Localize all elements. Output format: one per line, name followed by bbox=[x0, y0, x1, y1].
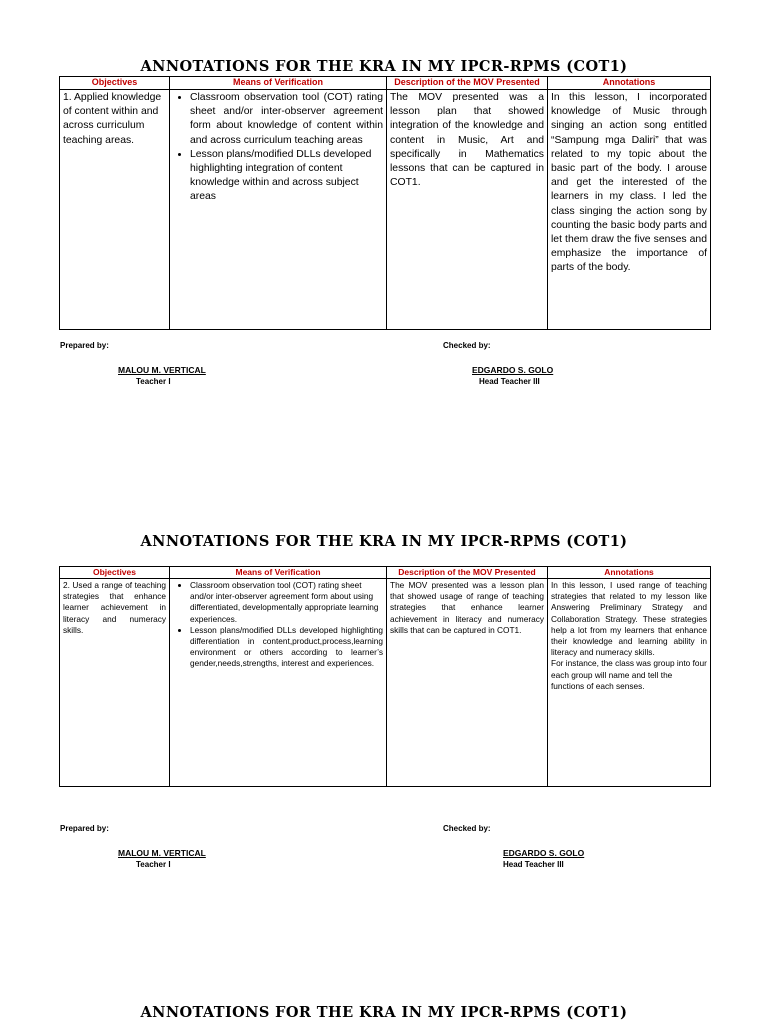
prepared-by-label: Prepared by: bbox=[60, 341, 109, 350]
objective-cell: 1. Applied knowledge of content within and across curriculum teaching areas. bbox=[60, 90, 170, 330]
prepared-by-label: Prepared by: bbox=[60, 824, 109, 833]
annotation-cell: In this lesson, I incorporated knowledge of Music through singing an action song entitled “Sampung mga Daliri” that was related to my topic about the basic part of the body. I arouse and get the interested of the learners in my class. I led the class singing the action song by counting the basic body parts and let them draw the five senses and emphasize the importance of parts of the body. bbox=[548, 90, 711, 330]
means-item: • Classroom observation tool (COT) rating sheet and/or inter-observer agreement form about knowledge of content within and across curriculum teaching areas bbox=[190, 91, 383, 148]
means-item: • Classroom observation tool (COT) rating sheet and/or inter-observer agreement form about using differentiated, developmentally appropriate learning experiences. bbox=[190, 580, 383, 625]
description-cell: The MOV presented was a lesson plan that showed usage of range of teaching strategies that enhance learner achievement in literacy and numeracy skills that can be captured in COT1. bbox=[387, 579, 548, 787]
means-item: • Lesson plans/modified DLLs developed highlighting differentiation in content,product,process,learning environment or others according to learner’s gender,needs,strengths, interest and experiences. bbox=[190, 625, 383, 670]
section-3-title: ANNOTATIONS FOR THE KRA IN MY IPCR-RPMS (COT1) bbox=[140, 1004, 628, 1021]
preparer-position: Teacher I bbox=[136, 377, 171, 386]
means-list bbox=[173, 91, 383, 205]
kra-table-1 bbox=[59, 76, 711, 330]
means-cell bbox=[170, 579, 387, 787]
means-list bbox=[173, 580, 383, 670]
header-annotations: Annotations bbox=[548, 77, 711, 90]
kra-table-2 bbox=[59, 566, 711, 787]
section-2-title: ANNOTATIONS FOR THE KRA IN MY IPCR-RPMS (COT1) bbox=[140, 533, 628, 550]
checked-by-label: Checked by: bbox=[443, 824, 491, 833]
preparer-name: MALOU M. VERTICAL bbox=[118, 848, 206, 858]
preparer-name: MALOU M. VERTICAL bbox=[118, 365, 206, 375]
annotation-paragraph: For instance, the class was group into four each group will name and tell the functions of each senses. bbox=[551, 658, 707, 691]
checker-position: Head Teacher III bbox=[503, 860, 564, 869]
table-header-row bbox=[60, 77, 711, 90]
header-mov-description: Description of the MOV Presented bbox=[387, 77, 548, 90]
objective-cell: 2. Used a range of teaching strategies that enhance learner achievement in literacy and numeracy skills. bbox=[60, 579, 170, 787]
description-cell: The MOV presented was a lesson plan that showed integration of the knowledge and content in Music, Art and specifically in Mathematics lessons that can be captured in COT1. bbox=[387, 90, 548, 330]
checker-name: EDGARDO S. GOLO bbox=[472, 365, 554, 375]
section-1-title: ANNOTATIONS FOR THE KRA IN MY IPCR-RPMS (COT1) bbox=[140, 58, 628, 75]
header-mov-description: Description of the MOV Presented bbox=[387, 567, 548, 579]
checker-position: Head Teacher III bbox=[479, 377, 540, 386]
means-cell bbox=[170, 90, 387, 330]
preparer-position: Teacher I bbox=[136, 860, 171, 869]
checker-name: EDGARDO S. GOLO bbox=[503, 848, 585, 858]
table-row bbox=[60, 90, 711, 330]
header-means-of-verification: Means of Verification bbox=[170, 77, 387, 90]
header-means-of-verification: Means of Verification bbox=[170, 567, 387, 579]
annotation-cell bbox=[548, 579, 711, 787]
table-row bbox=[60, 579, 711, 787]
header-objectives: Objectives bbox=[60, 77, 170, 90]
checked-by-label: Checked by: bbox=[443, 341, 491, 350]
header-annotations: Annotations bbox=[548, 567, 711, 579]
header-objectives: Objectives bbox=[60, 567, 170, 579]
means-item: • Lesson plans/modified DLLs developed highlighting integration of content knowledge within and across subject areas bbox=[190, 148, 383, 205]
table-header-row bbox=[60, 567, 711, 579]
annotation-paragraph: In this lesson, I used range of teaching strategies that related to my lesson like Answering Preliminary Strategy and Collaboration Strategy. These strategies help a lot from my learners that enhance their knowledge and learning ability in literacy and numeracy skills. bbox=[551, 580, 707, 658]
